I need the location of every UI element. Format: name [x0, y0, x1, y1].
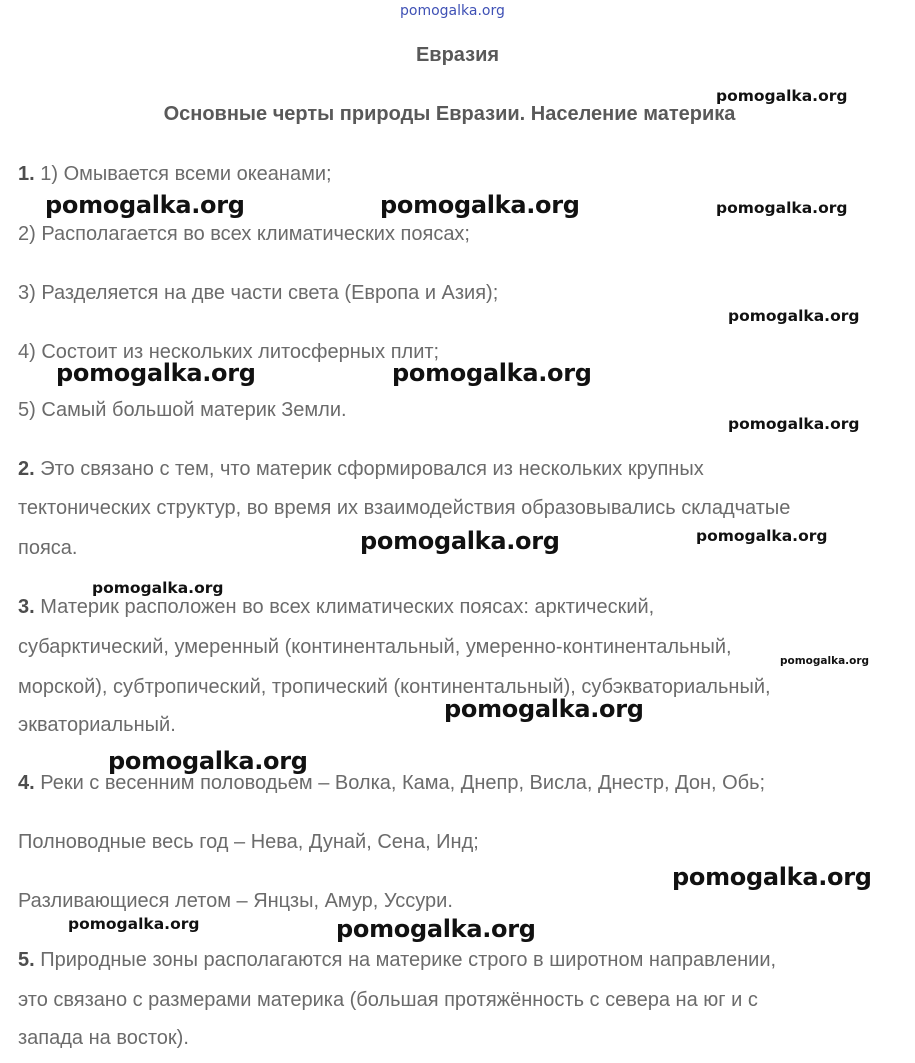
answer-text: Разливающиеся летом – Янцзы, Амур, Уссури. — [18, 890, 453, 912]
answer-text: 4) Состоит из нескольких литосферных плит; — [18, 341, 440, 363]
watermark: pomogalka.org — [728, 415, 860, 433]
watermark: pomogalka.org — [696, 527, 828, 545]
answer-line — [18, 595, 654, 619]
answer-line — [18, 830, 479, 854]
answer-number: 4. — [18, 772, 35, 794]
answer-text: Природные зоны располагаются на материке строго в широтном направлении, — [34, 949, 777, 971]
watermark: pomogalka.org — [716, 87, 848, 105]
answer-number: 1. — [18, 163, 35, 185]
watermark: pomogalka.org — [56, 359, 256, 387]
answer-line — [18, 988, 758, 1012]
watermark: pomogalka.org — [728, 307, 860, 325]
answer-line — [18, 496, 790, 520]
answer-text: Это связано с тем, что материк сформировался из нескольких крупных — [34, 458, 704, 480]
answer-text: пояса. — [18, 537, 78, 559]
answer-line — [18, 398, 347, 422]
answer-line — [18, 675, 771, 699]
watermark: pomogalka.org — [92, 579, 224, 597]
answer-text: экваториальный. — [18, 714, 176, 736]
answer-line — [18, 222, 470, 246]
answer-text: это связано с размерами материка (большая протяжённость с севера на юг и с — [18, 989, 758, 1011]
answer-number: 5. — [18, 949, 35, 971]
answer-text: тектонических структур, во время их взаимодействия образовывались складчатые — [18, 497, 791, 519]
watermark-top: pomogalka.org — [400, 3, 505, 19]
answer-line — [18, 889, 453, 913]
watermark: pomogalka.org — [360, 527, 560, 555]
answer-line — [18, 281, 498, 305]
answer-text: 2) Располагается во всех климатических поясах; — [18, 223, 470, 245]
answer-text: Реки с весенним половодьем – Волка, Кама, Днепр, Висла, Днестр, Дон, Обь; — [34, 772, 766, 794]
answer-text: 3) Разделяется на две части света (Европа и Азия); — [18, 282, 499, 304]
answer-text: 1) Омывается всеми океанами; — [34, 163, 332, 185]
answer-line — [18, 536, 77, 560]
answer-text: субарктический, умеренный (континентальный, умеренно-континентальный, — [18, 636, 732, 658]
answer-number: 2. — [18, 458, 35, 480]
page-title: Евразия — [415, 44, 500, 66]
answer-line — [18, 457, 704, 481]
answer-text: 5) Самый большой материк Земли. — [18, 399, 347, 421]
page-subtitle: Основные черты природы Евразии. Население материка — [163, 103, 736, 125]
answer-text: Полноводные весь год – Нева, Дунай, Сена, Инд; — [18, 831, 479, 853]
watermark: pomogalka.org — [780, 655, 870, 667]
answer-number: 3. — [18, 596, 35, 618]
watermark: pomogalka.org — [392, 359, 592, 387]
answer-line — [18, 713, 176, 737]
watermark: pomogalka.org — [68, 915, 200, 933]
answer-line — [18, 162, 332, 186]
answer-text: Материк расположен во всех климатических поясах: арктический, — [34, 596, 655, 618]
watermark: pomogalka.org — [336, 915, 536, 943]
watermark: pomogalka.org — [716, 199, 848, 217]
watermark: pomogalka.org — [672, 863, 872, 891]
watermark: pomogalka.org — [45, 191, 245, 219]
answer-text: морской), субтропический, тропический (континентальный), субэкваториальный, — [18, 676, 771, 698]
watermark: pomogalka.org — [444, 695, 644, 723]
watermark: pomogalka.org — [108, 747, 308, 775]
watermark: pomogalka.org — [380, 191, 580, 219]
answer-line — [18, 948, 776, 972]
answer-line — [18, 1026, 189, 1050]
answer-line — [18, 635, 732, 659]
answer-text: запада на восток). — [18, 1027, 189, 1049]
